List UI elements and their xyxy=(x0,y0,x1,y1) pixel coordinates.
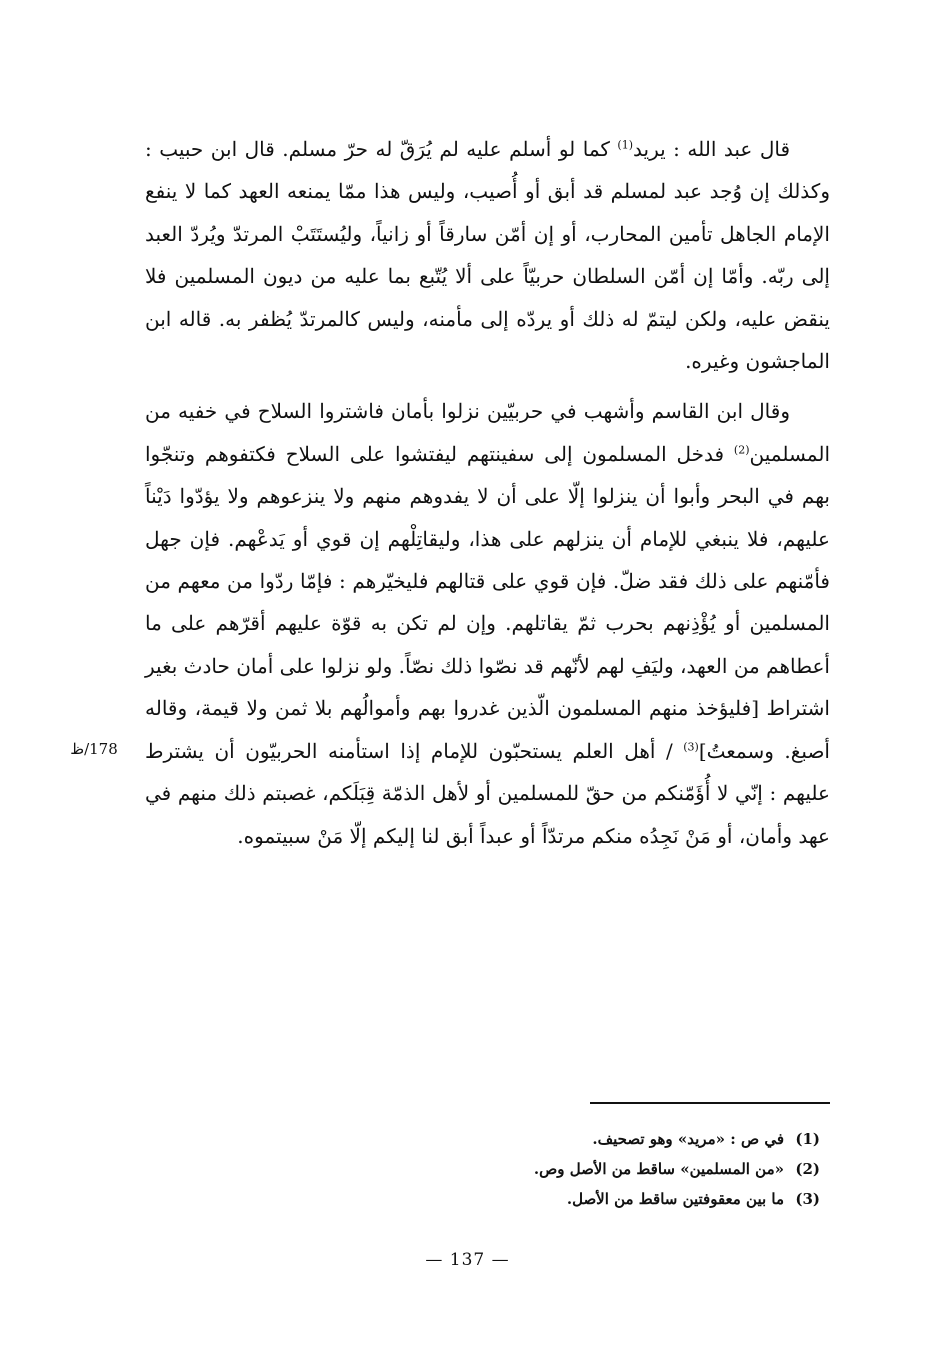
footnote-number: (2) xyxy=(795,1160,820,1178)
footnote-ref-3: (3) xyxy=(683,740,699,754)
footnote-number: (1) xyxy=(795,1130,820,1148)
footnote-separator xyxy=(590,1102,830,1104)
paragraph-2 xyxy=(145,390,830,856)
footnote-text: «من المسلمين» ساقط من الأصل وص. xyxy=(533,1160,784,1178)
footnote-ref-2: (2) xyxy=(733,443,750,457)
page-number: — 137 — xyxy=(425,1250,510,1270)
paragraph-1-text-b: كما لو أسلم عليه لم يُرَقّ له حرّ مسلم. قال ابن حبيب : وكذلك إن وُجد عبد لمسلم قد أبق أو أُصيب، وليس هذا ممّا يمنعه العهد كما لا ينفع الإمام الجاهل تأمين المحارب، أو إن أمّن سارقاً أو زانياً، وليُستَتَبْ المرتدّ ويُردّ العبد إلى ربّه. وأمّا إن أمّن السلطان حربيّاً على ألا يُتّبع بما عليه من ديون المسلمين فلا ينقض عليه، ولكن ليتمّ له ذلك أو يردّه إلى مأمنه، وليس كالمرتدّ يُظفر به. قاله ابن الماجشون وغيره. xyxy=(145,137,830,374)
footnote-text: في ص : «مريد» وهو تصحيف. xyxy=(592,1130,784,1148)
footnote-1 xyxy=(430,1124,830,1154)
footnote-ref-1: (1) xyxy=(617,138,634,152)
paragraph-1 xyxy=(145,128,830,382)
footnote-number: (3) xyxy=(795,1190,820,1208)
main-text xyxy=(145,128,830,857)
manuscript-folio-note: 178/ظ xyxy=(70,740,118,758)
footnotes xyxy=(430,1124,830,1214)
footnote-2 xyxy=(430,1154,830,1184)
paragraph-2-text-c: / أهل العلم يستحبّون للإمام إذا استأمنه الحربيّون أن يشترط عليهم : إنّي لا أُؤَمّنكم من حقّ للمسلمين أو لأهل الذمّة قِبَلَكم، غصبتم ذلك منهم في عهد وأمان، أو مَنْ نَجِدُه منكم مرتدّاً أو عبداً أبق لنا إليكم إلّا مَنْ سبيتموه. xyxy=(145,738,830,848)
paragraph-2-text-a: وقال ابن القاسم وأشهب في حربيّين نزلوا بأمان فاشتروا السلاح في خفيه من المسلمين xyxy=(145,399,830,466)
paragraph-1-text-a: قال عبد الله : يريد xyxy=(633,137,791,161)
paragraph-2-text-b: فدخل المسلمون إلى سفينتهم ليفتشوا على السلاح فكتفوهم وتنجّوا بهم في البحر وأبوا أن ينزلوا إلّا على أن لا يفدوهم منهم ولا ينزعوهم ولا يؤدّوا دَيْناً عليهم، فلا ينبغي للإمام أن ينزلهم على هذا، وليقاتِلْهم إن قوي أو يَدعْهم. فإن جهل فأمّنهم على ذلك فقد ضلّ. فإن قوي على قتالهم فليخيّرهم : فإمّا ردّوا من معهم من المسلمين أو يُؤْذِنهم بحرب ثمّ يقاتلهم. وإن لم تكن به قوّة عليهم أقرّهم على ما أعطاهم من العهد، وليَفِ لهم لأنّهم قد نصّوا ذلك نصّاً. ولو نزلوا على أمان حادث بغير اشتراط [فليؤخذ منهم المسلمون الّذين غدروا بهم وأموالُهم بلا ثمن ولا قيمة، وقاله أصبغ. وسمعتُ] xyxy=(145,441,830,763)
footnote-3 xyxy=(430,1184,830,1214)
footnote-text: ما بين معقوفتين ساقط من الأصل. xyxy=(566,1190,784,1208)
